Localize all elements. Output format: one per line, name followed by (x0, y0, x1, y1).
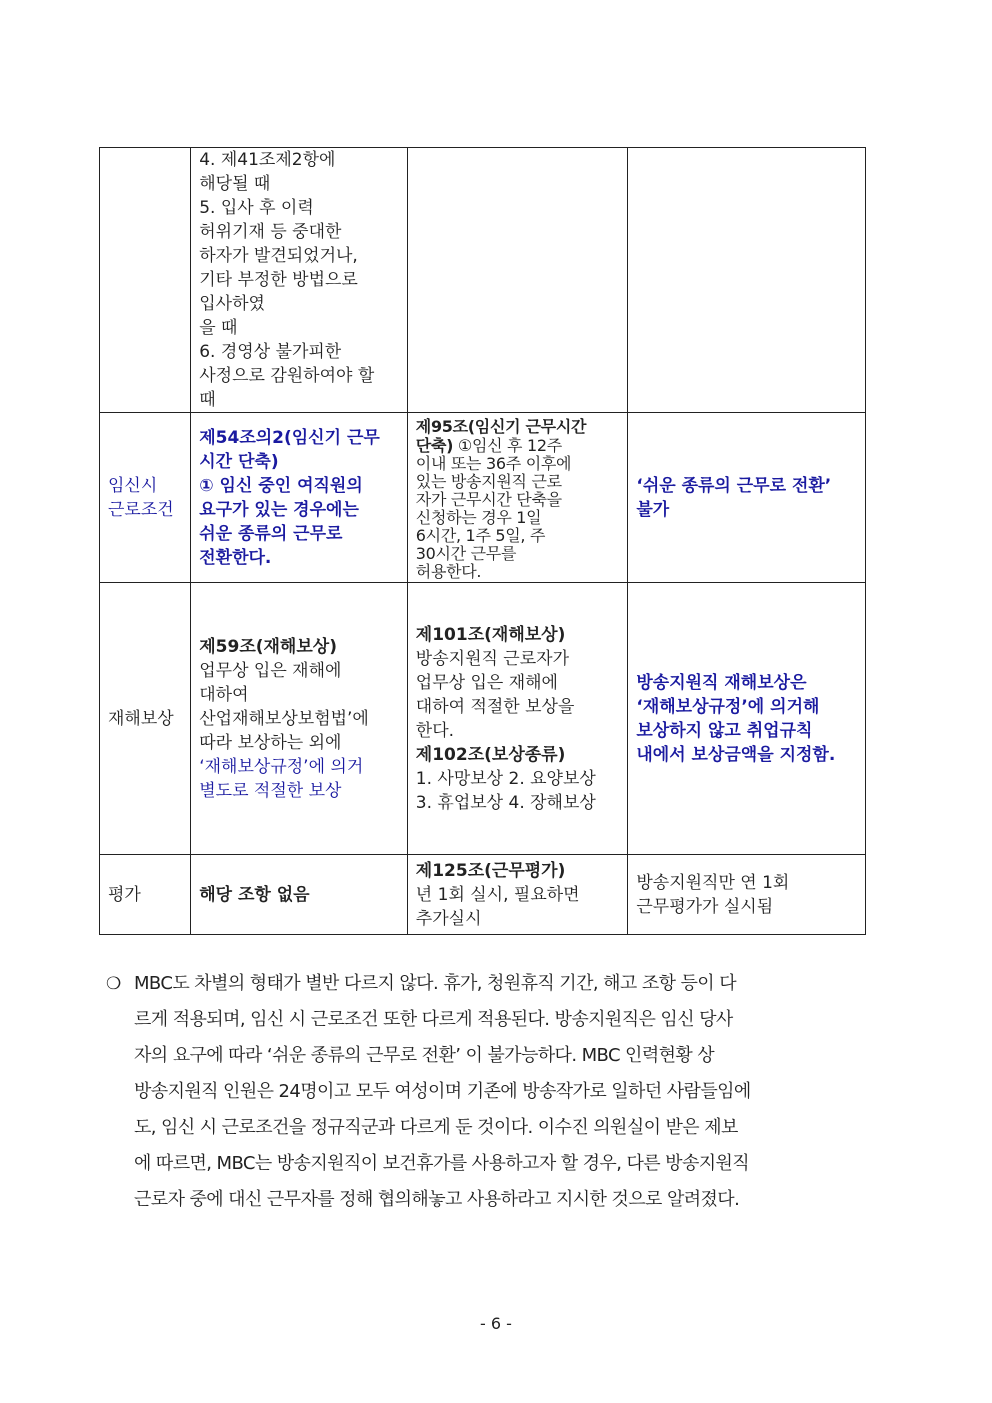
difference-evaluation-cell (628, 855, 866, 935)
difference-pregnancy-cell (628, 413, 866, 583)
article-95-first-clause: ①임신 후 12주 (453, 435, 562, 455)
pregnancy-conditions-label (100, 413, 191, 583)
table-row (100, 855, 866, 935)
text-line: 때 (199, 390, 216, 410)
text-line: 시간 단축) (199, 451, 279, 472)
text-line: 하자가 발견되었거나, (199, 246, 358, 266)
article-95-title-line1: 제95조(임신기 근무시간 (415, 416, 587, 436)
text-line: 쉬운 종류의 근무로 (199, 523, 343, 544)
text-line: 업무상 입은 재해에 (415, 672, 558, 693)
text-line: 5. 입사 후 이력 (199, 198, 314, 218)
text-line: 을 때 (199, 318, 238, 338)
text-line: 한다. (415, 720, 455, 741)
text-line: 해당될 때 (199, 174, 271, 194)
text-line: 요구가 있는 경우에는 (199, 499, 359, 520)
paragraph-line: 방송지원직 인원은 24명이고 모두 여성이며 기존에 방송작가로 일하던 사람들임에 (134, 1081, 751, 1102)
dismissal-conditions-text (199, 148, 399, 412)
paragraph-line: 자의 요구에 따라 ‘쉬운 종류의 근무로 전환’ 이 불가능하다. MBC 인력현황 상 (134, 1045, 715, 1066)
text-line: 방송지원직만 연 1회 (636, 872, 790, 893)
text-line: ‘재해보상규정’에 의거해 (636, 696, 820, 717)
text-line: 3. 휴업보상 4. 장해보상 (415, 792, 596, 813)
article-125-title: 제125조(근무평가) (415, 860, 566, 881)
text-line: 허용한다. (415, 561, 482, 581)
text-line: 있는 방송지원직 근로 (415, 471, 562, 491)
text-line: 방송지원직 근로자가 (415, 648, 569, 669)
text-line: 기타 부정한 방법으로 (199, 270, 358, 290)
support-staff-evaluation-cell (407, 855, 628, 935)
article-59-text (199, 659, 399, 755)
row-label-empty (100, 148, 191, 413)
dismissal-conditions-cell (191, 148, 408, 413)
empty-cell (628, 148, 866, 413)
text-line: ‘재해보상규정’에 의거 (199, 756, 364, 777)
text-line: 입사하였 (199, 294, 265, 314)
paragraph-line: 도, 임신 시 근로조건을 정규직군과 다르게 둔 것이다. 이수진 의원실이 받은 제보 (134, 1117, 738, 1138)
difference-compensation-text (636, 671, 857, 767)
paragraph-line: 근로자 중에 대신 근무자를 정해 협의해놓고 사용하라고 지시한 것으로 알려졌다. (134, 1189, 740, 1210)
regular-staff-pregnancy-cell (191, 413, 408, 583)
regular-staff-pregnancy-text (199, 426, 399, 570)
empty-cell (407, 148, 628, 413)
text-line: 별도로 적절한 보상 (199, 780, 342, 801)
comparison-table (99, 147, 866, 935)
text-line: ‘쉬운 종류의 근무로 전환’ (636, 475, 832, 496)
text-line: 대하여 적절한 보상을 (415, 696, 575, 717)
article-102-title: 제102조(보상종류) (415, 744, 566, 765)
text-line: 6. 경영상 불가피한 (199, 342, 342, 362)
support-staff-pregnancy-cell (407, 413, 628, 583)
text-line: ① 임신 중인 여직원의 (199, 475, 363, 496)
text-line: 6시간, 1주 5일, 주 (415, 525, 546, 545)
article-101-title: 제101조(재해보상) (415, 624, 566, 645)
article-101-text (416, 647, 620, 743)
text-line: 제54조의2(임신기 근무 (199, 427, 380, 448)
article-95-title-line2: 단축) (415, 435, 454, 455)
text-line: 이내 또는 36주 이후에 (415, 453, 572, 473)
text-line: 신청하는 경우 1일 (415, 507, 542, 527)
text-line: 내에서 보상금액을 지정함. (636, 744, 836, 765)
bullet-circle-icon: ❍ (106, 974, 121, 994)
difference-compensation-cell (628, 583, 866, 855)
text-line: 4. 제41조제2항에 (199, 150, 336, 170)
page-number: - 6 - (480, 1314, 512, 1333)
text-line: 업무상 입은 재해에 (199, 660, 342, 681)
text-line: 전환한다. (199, 547, 272, 568)
summary-paragraph-lines (106, 966, 898, 1218)
text-line: 년 1회 실시, 필요하면 (415, 884, 580, 905)
text-line: 30시간 근무를 (415, 543, 517, 563)
text-line: 대하여 (199, 684, 249, 705)
text-line: 보상하지 않고 취업규칙 (636, 720, 813, 741)
article-95-text (416, 455, 620, 581)
support-staff-compensation-cell (407, 583, 628, 855)
article-59-title: 제59조(재해보상) (199, 636, 337, 657)
accident-compensation-label: 재해보상 (100, 583, 191, 855)
article-125-text (416, 883, 620, 931)
text-line: 추가실시 (415, 908, 482, 929)
difference-evaluation-text (636, 871, 857, 919)
text-line: 사정으로 감원하여야 할 (199, 366, 375, 386)
article-59-blue-text (199, 755, 399, 803)
text-line: 산업재해보상보험법’에 (199, 708, 369, 729)
paragraph-line: 르게 적용되며, 임신 시 근로조건 또한 다르게 적용된다. 방송지원직은 임신 당사 (134, 1009, 733, 1030)
text-line: 불가 (636, 499, 670, 520)
text-line: 근무평가가 실시됨 (636, 896, 774, 917)
article-102-text (416, 767, 620, 815)
text-line: 자가 근무시간 단축을 (415, 489, 562, 509)
paragraph-line: MBC도 차별의 형태가 별반 다르지 않다. 휴가, 청원휴직 기간, 해고 조항 등이 다 (134, 973, 737, 994)
summary-paragraph (106, 966, 898, 1218)
label-line: 근로조건 (108, 499, 174, 520)
text-line: 따라 보상하는 외에 (199, 732, 342, 753)
regular-staff-compensation-cell (191, 583, 408, 855)
text-line: 허위기재 등 중대한 (199, 222, 342, 242)
table-row (100, 583, 866, 855)
table-row (100, 148, 866, 413)
label-line: 임신시 (108, 475, 158, 496)
paragraph-line: 에 따르면, MBC는 방송지원직이 보건휴가를 사용하고자 할 경우, 다른 방송지원직 (134, 1153, 750, 1174)
text-line: 1. 사망보상 2. 요양보상 (415, 768, 596, 789)
difference-pregnancy-text (636, 474, 857, 522)
table-row (100, 413, 866, 583)
regular-staff-evaluation-cell: 해당 조항 없음 (191, 855, 408, 935)
text-line: 방송지원직 재해보상은 (636, 672, 807, 693)
evaluation-label: 평가 (100, 855, 191, 935)
